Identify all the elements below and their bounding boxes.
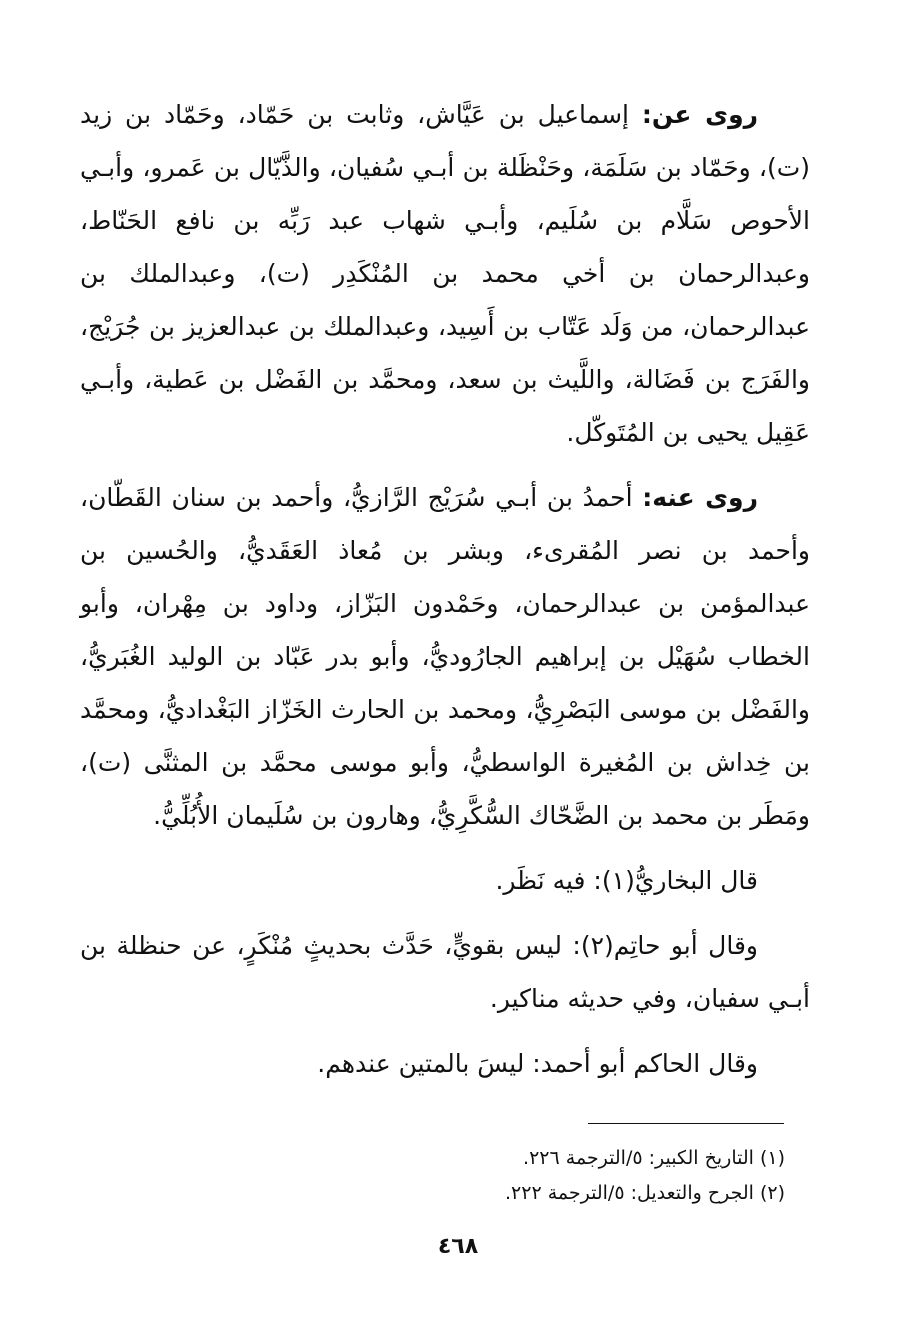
page-number: ٤٦٨ [437, 1234, 479, 1259]
footnote-2: (٢) الجرح والتعديل: ٥/الترجمة ٢٢٢. [505, 1182, 785, 1204]
narrated-by-paragraph [80, 471, 810, 842]
narrated-from-lead: روى عن: [641, 100, 759, 129]
narrated-from-paragraph [80, 88, 810, 459]
narrated-by-text: أحمدُ بن أبـي سُرَيْج الرَّازيُّ، وأحمد بن سنان القَطّان، وأحمد بن نصر المُقرىء، وبشر بن مُعاذ العَقَديُّ، والحُسين بن عبدالمؤمن بن عبدالرحمان، وحَمْدون البَزّاز، وداود بن مِهْران، وأبو الخطاب سُهَيْل بن إبراهيم الجارُوديُّ، وأبو بدر عَبّاد بن الوليد الغُبَريُّ، والفَضْل بن موسى البَصْرِيُّ، ومحمد بن الحارث الخَزّاز البَغْداديُّ، ومحمَّد بن خِداش بن المُغيرة الواسطيُّ، وأبو موسى محمَّد بن المثنَّى (ت)، ومَطَر بن محمد بن الضَّحّاك السُّكَّرِيُّ، وهارون بن سُلَيمان الأُبُلِّيُّ. [80, 483, 810, 830]
narrated-by-lead: روى عنه: [642, 483, 758, 512]
hakim-opinion: وقال الحاكم أبو أحمد: ليسَ بالمتين عندهم. [317, 1049, 758, 1078]
footnote-separator [588, 1123, 784, 1124]
abu-hatim-opinion: وقال أبو حاتِم(٢): ليس بقويٍّ، حَدَّث بحديثٍ مُنْكَرٍ، عن حنظلة بن أبـي سفيان، وفي حديثه مناكير. [80, 931, 810, 1013]
footnote-1: (١) التاريخ الكبير: ٥/الترجمة ٢٢٦. [523, 1147, 785, 1169]
bukhari-opinion: قال البخاريُّ(١): فيه نَظَر. [495, 866, 758, 895]
page-body [80, 88, 810, 1090]
footnotes [265, 1141, 785, 1211]
narrated-from-text: إسماعيل بن عَيَّاش، وثابت بن حَمّاد، وحَمّاد بن زيد (ت)، وحَمّاد بن سَلَمَة، وحَنْظَلة بن أبـي سُفيان، والذَّيّال بن عَمرو، وأبـي الأحوص سَلَّام بن سُلَيم، وأبـي شهاب عبد رَبِّه بن نافع الحَنّاط، وعبدالرحمان بن أخي محمد بن المُنْكَدِر (ت)، وعبدالملك بن عبدالرحمان، من وَلَد عَتّاب بن أَسِيد، وعبدالملك بن عبدالعزيز بن جُرَيْج، والفَرَج بن فَضَالة، واللَّيث بن سعد، ومحمَّد بن الفَضْل بن عَطية، وأبـي عَقِيل يحيى بن المُتَوكّل. [80, 100, 810, 447]
